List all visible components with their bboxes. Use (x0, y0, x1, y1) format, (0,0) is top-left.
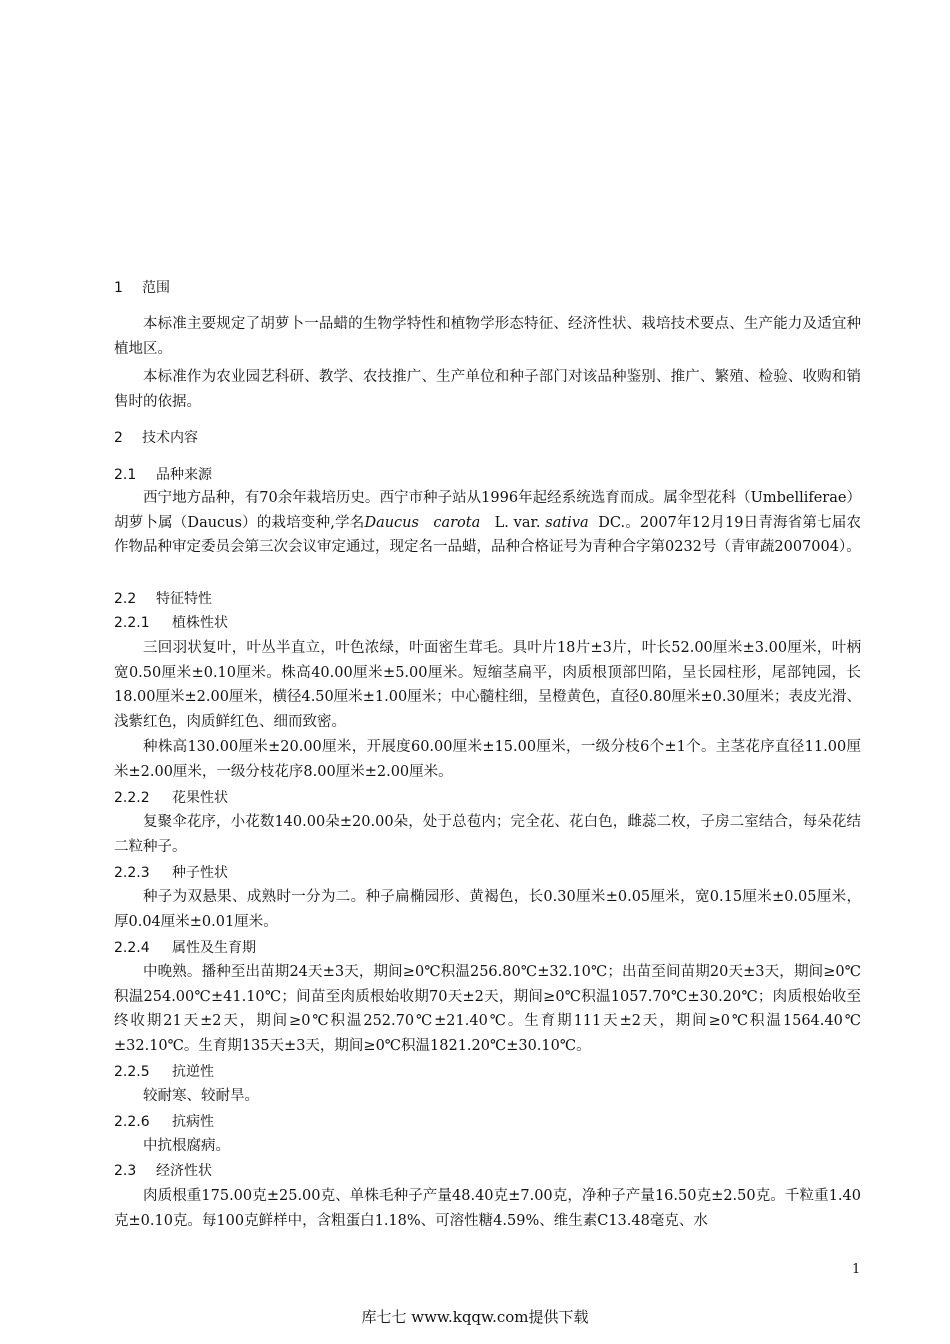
subsection-2-2-heading (114, 590, 212, 608)
subsection-title: 花果性状 (172, 790, 228, 806)
subsection-number: 2.2.3 (114, 865, 150, 881)
subsection-title: 品种来源 (156, 467, 212, 483)
subsection-title: 抗逆性 (172, 1064, 214, 1080)
section-2-heading (114, 429, 198, 447)
subsection-number: 2.2.5 (114, 1064, 150, 1080)
subsection-2-1-heading (114, 466, 212, 484)
paragraph-text: 中晚熟。播种至出苗期24天±3天，期间≥0℃积温256.80℃±32.10℃；出苗至间苗期20天±3天，期间≥0℃积温254.00℃±41.10℃；间苗至肉质根始收期70天±2天，期间≥0℃积温1057.70℃±30.20℃；肉质根始收至终收期21天±2天，期间≥0℃积温252.70℃±21.40℃。生育期111天±2天，期间≥0℃积温1564.40℃±32.10℃。生育期135天±3天，期间≥0℃积温1821.20℃±30.10℃。 (114, 964, 861, 1054)
section-number: 2 (114, 430, 123, 446)
paragraph-text: 种子为双悬果、成熟时一分为二。种子扁椭园形、黄褐色，长0.30厘米±0.05厘米，宽0.15厘米±0.05厘米，厚0.04厘米±0.01厘米。 (114, 889, 861, 930)
section-1-heading (114, 279, 170, 297)
paragraph-text (114, 486, 861, 560)
paragraph-text: 复聚伞花序，小花数140.00朵±20.00朵，处于总苞内；完全花、花白色，雌蕊二枚，子房二室结合，每朵花结二粒种子。 (114, 814, 861, 855)
subsection-number: 2.2.6 (114, 1114, 150, 1130)
paragraph-text: 三回羽状复叶，叶丛半直立，叶色浓绿，叶面密生茸毛。具叶片18片±3片，叶长52.00厘米±3.00厘米，叶柄宽0.50厘米±0.10厘米。株高40.00厘米±5.00厘米。短缩茎扁平，肉质根顶部凹陷，呈长园柱形，尾部钝园，长18.00厘米±2.00厘米，横径4.50厘米±1.00厘米；中心髓柱细，呈橙黄色，直径0.80厘米±0.30厘米；表皮光滑、浅紫红色，肉质鲜红色、细而致密。 (114, 640, 861, 730)
subsection-number: 2.2.2 (114, 790, 150, 806)
section-title: 技术内容 (142, 430, 198, 446)
subsection-2-3-heading (114, 1162, 212, 1180)
subsection-title: 抗病性 (172, 1114, 214, 1130)
subsection-title: 属性及生育期 (172, 940, 256, 956)
subsection-title: 经济性状 (156, 1163, 212, 1179)
subsection-2-2-2-heading (114, 789, 228, 807)
subsection-2-2-2-paragraph (114, 810, 861, 859)
paragraph-text: 肉质根重175.00克±25.00克、单株毛种子产量48.40克±7.00克，净种子产量16.50克±2.50克。千粒重1.40克±0.10克。每100克鲜样中，含粗蛋白1.18%、可溶性糖4.59%、维生素C13.48毫克、水 (114, 1188, 861, 1229)
scientific-variety: sativa (545, 514, 589, 531)
subsection-2-3-paragraph (114, 1184, 861, 1233)
subsection-number: 2.2.4 (114, 940, 150, 956)
section-1-paragraph-1 (114, 312, 861, 361)
section-title: 范围 (142, 280, 170, 296)
paragraph-text: 中抗根腐病。 (143, 1138, 230, 1154)
section-1-paragraph-2 (114, 365, 861, 414)
subsection-number: 2.2 (114, 591, 137, 607)
page-number: 1 (852, 1262, 861, 1277)
subsection-2-2-5-paragraph (114, 1084, 861, 1109)
subsection-2-2-6-paragraph (114, 1134, 861, 1159)
paragraph-text: 种株高130.00厘米±20.00厘米，开展度60.00厘米±15.00厘米，一级分枝6个±1个。主茎花序直径11.00厘米±2.00厘米，一级分枝花序8.00厘米±2.00厘米。 (114, 739, 861, 780)
subsection-2-2-5-heading (114, 1063, 214, 1081)
subsection-number: 2.1 (114, 467, 137, 483)
subsection-2-2-3-paragraph (114, 885, 861, 934)
subsection-2-2-1-paragraph-2 (114, 735, 861, 784)
paragraph-text: 本标准作为农业园艺科研、教学、农技推广、生产单位和种子部门对该品种鉴别、推广、繁殖、检验、收购和销售时的依据。 (114, 369, 861, 410)
subsection-2-2-6-heading (114, 1113, 214, 1131)
text-run: L. var. (494, 514, 541, 531)
subsection-2-1-paragraph (114, 486, 861, 560)
text-run: 西宁地方品种，有70余年栽培历史。西宁市种子站从1996年起经系统选育而成。属伞型花科（Umbelliferae）胡萝卜属（Daucus）的栽培变种,学名 (114, 490, 861, 531)
subsection-title: 植株性状 (172, 615, 228, 631)
subsection-number: 2.3 (114, 1163, 137, 1179)
subsection-2-2-4-heading (114, 939, 256, 957)
subsection-2-2-1-heading (114, 614, 228, 632)
section-number: 1 (114, 280, 123, 296)
subsection-title: 特征特性 (156, 591, 212, 607)
footer-watermark: 库七七 www.kqqw.com提供下载 (361, 1308, 589, 1326)
subsection-number: 2.2.1 (114, 615, 150, 631)
subsection-2-2-4-paragraph (114, 960, 861, 1058)
paragraph-text: 较耐寒、较耐旱。 (143, 1088, 259, 1104)
scientific-genus: Daucus (364, 514, 419, 531)
subsection-2-2-1-paragraph-1 (114, 636, 861, 734)
scientific-species: carota (433, 514, 481, 531)
subsection-2-2-3-heading (114, 864, 228, 882)
paragraph-text: 本标准主要规定了胡萝卜一品蜡的生物学特性和植物学形态特征、经济性状、栽培技术要点、生产能力及适宜种植地区。 (114, 316, 861, 357)
subsection-title: 种子性状 (172, 865, 228, 881)
text-run: DC.。2007年12月19日青海省第七届农作物品种审定委员会第三次会议审定通过，现定名一品蜡，品种合格证号为青种合字第0232号（青审蔬2007004）。 (114, 514, 861, 556)
